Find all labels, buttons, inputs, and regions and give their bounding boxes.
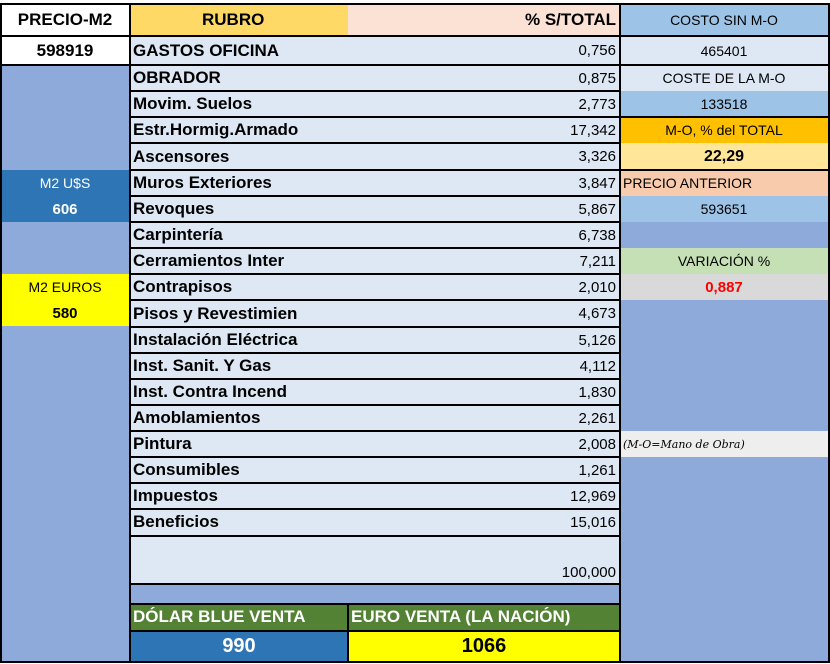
m2-euros-value[interactable]: 580 <box>0 300 130 326</box>
grid-line <box>130 456 620 458</box>
grid-line <box>347 603 349 663</box>
grid-line <box>130 535 620 537</box>
precio-anterior-value[interactable]: 593651 <box>620 196 828 222</box>
rubro-name-cell[interactable]: Inst. Sanit. Y Gas <box>130 353 348 379</box>
grid-line <box>130 352 620 354</box>
costo-sin-mo-value[interactable]: 465401 <box>620 36 828 65</box>
left-fill-mid <box>0 222 130 274</box>
rubro-pct-cell[interactable]: 4,673 <box>348 300 620 327</box>
rubro-pct-cell[interactable]: 7,211 <box>348 248 620 274</box>
precio-m2-value[interactable]: 598919 <box>0 36 130 65</box>
grid-line <box>130 116 620 118</box>
rubro-pct-cell[interactable]: 1,261 <box>348 457 620 483</box>
euro-venta-value[interactable]: 1066 <box>348 631 620 662</box>
grid-line <box>620 169 830 171</box>
rubro-name-cell[interactable]: OBRADOR <box>130 65 348 91</box>
rubro-name-cell[interactable]: Contrapisos <box>130 274 348 300</box>
rubro-pct-cell[interactable]: 0,756 <box>348 36 620 65</box>
rubro-name-cell[interactable]: Amoblamientos <box>130 405 348 431</box>
rubro-name-cell[interactable]: Pintura <box>130 431 348 457</box>
rubro-pct-cell[interactable]: 3,326 <box>348 143 620 170</box>
grid-line <box>0 3 830 5</box>
grid-line <box>619 3 621 663</box>
grid-line <box>130 378 620 380</box>
grid-line <box>130 90 620 92</box>
grid-line <box>130 299 620 301</box>
grid-line <box>0 64 130 66</box>
grid-line <box>130 583 620 585</box>
grid-line <box>0 35 130 37</box>
left-fill-bottom <box>0 326 130 662</box>
rubro-name-cell[interactable]: Muros Exteriores <box>130 170 348 196</box>
rubro-name-cell[interactable]: Beneficios <box>130 509 348 535</box>
grid-line <box>130 221 620 223</box>
grid-line <box>130 404 620 406</box>
costo-sin-mo-label[interactable]: COSTO SIN M-O <box>620 4 828 36</box>
grid-line <box>620 64 830 66</box>
rubro-pct-cell[interactable]: 12,969 <box>348 483 620 509</box>
grid-line <box>130 326 620 328</box>
rubro-name-cell[interactable]: Movim. Suelos <box>130 91 348 117</box>
dolar-blue-label[interactable]: DÓLAR BLUE VENTA <box>130 603 348 631</box>
rubro-name-cell[interactable]: Consumibles <box>130 457 348 483</box>
right-fill-b <box>620 300 828 431</box>
precio-anterior-label[interactable]: PRECIO ANTERIOR <box>620 170 828 196</box>
grid-line <box>130 430 620 432</box>
rubro-name-cell[interactable]: Carpintería <box>130 222 348 248</box>
rubro-pct-cell[interactable]: 3,847 <box>348 170 620 196</box>
rubro-name-cell[interactable]: Revoques <box>130 196 348 222</box>
rubro-pct-cell[interactable]: 5,867 <box>348 196 620 222</box>
rubro-pct-cell[interactable]: 5,126 <box>348 327 620 353</box>
rubro-pct-cell[interactable]: 2,261 <box>348 405 620 431</box>
m2-euros-label[interactable]: M2 EUROS <box>0 274 130 300</box>
grid-line <box>130 273 620 275</box>
pct-header[interactable]: % S/TOTAL <box>348 4 620 36</box>
rubro-pct-cell[interactable]: 17,342 <box>348 117 620 143</box>
rubro-name-cell[interactable]: Impuestos <box>130 483 348 509</box>
left-fill-top <box>0 65 130 170</box>
rubro-pct-cell[interactable]: 4,112 <box>348 353 620 379</box>
grid-line <box>130 630 620 632</box>
right-fill-c <box>620 457 828 662</box>
grid-line <box>130 64 620 66</box>
rubro-pct-cell[interactable]: 6,738 <box>348 222 620 248</box>
rubro-name-cell[interactable]: Ascensores <box>130 143 348 170</box>
variacion-value[interactable]: 0,887 <box>620 274 828 300</box>
grid-line <box>130 195 620 197</box>
rubro-name-cell[interactable]: GASTOS OFICINA <box>130 36 348 65</box>
grid-line <box>129 3 131 663</box>
rubro-pct-cell[interactable]: 0,875 <box>348 65 620 91</box>
mo-pct-value[interactable]: 22,29 <box>620 143 828 170</box>
right-fill-a <box>620 222 828 248</box>
mo-pct-label[interactable]: M-O, % del TOTAL <box>620 117 828 143</box>
coste-mo-label[interactable]: COSTE DE LA M-O <box>620 65 828 91</box>
grid-line <box>130 482 620 484</box>
rubro-pct-cell[interactable]: 2,008 <box>348 431 620 457</box>
rubro-pct-cell[interactable]: 15,016 <box>348 509 620 535</box>
grid-line <box>0 3 2 663</box>
grid-line <box>130 142 620 144</box>
grid-line <box>130 35 620 37</box>
dolar-blue-value[interactable]: 990 <box>130 631 348 662</box>
rubro-pct-cell[interactable]: 1,830 <box>348 379 620 405</box>
grid-line <box>0 661 830 663</box>
m2-usd-label[interactable]: M2 U$S <box>0 170 130 196</box>
rubro-pct-cell[interactable]: 2,010 <box>348 274 620 300</box>
mano-de-obra-note: (M-O=Mano de Obra) <box>620 431 828 457</box>
rubro-name-cell[interactable]: Inst. Contra Incend <box>130 379 348 405</box>
rubro-name-cell[interactable]: Instalación Eléctrica <box>130 327 348 353</box>
grid-line <box>130 603 620 605</box>
table-gap-bg <box>130 583 620 603</box>
m2-usd-value[interactable]: 606 <box>0 196 130 222</box>
rubro-pct-cell[interactable]: 2,773 <box>348 91 620 117</box>
grid-line <box>620 35 830 37</box>
total-value[interactable]: 100,000 <box>561 563 616 581</box>
variacion-label[interactable]: VARIACIÓN % <box>620 248 828 274</box>
coste-mo-value[interactable]: 133518 <box>620 91 828 117</box>
rubro-name-cell[interactable]: Cerramientos Inter <box>130 248 348 274</box>
grid-line <box>130 169 620 171</box>
rubro-name-cell[interactable]: Pisos y Revestimien <box>130 300 348 327</box>
grid-line <box>130 247 620 249</box>
grid-line <box>620 116 830 118</box>
euro-venta-label[interactable]: EURO VENTA (LA NACIÓN) <box>348 603 620 631</box>
rubro-name-cell[interactable]: Estr.Hormig.Armado <box>130 117 348 143</box>
rubro-header[interactable]: RUBRO <box>202 10 265 29</box>
precio-m2-label[interactable]: PRECIO-M2 <box>0 4 130 36</box>
grid-line <box>130 508 620 510</box>
